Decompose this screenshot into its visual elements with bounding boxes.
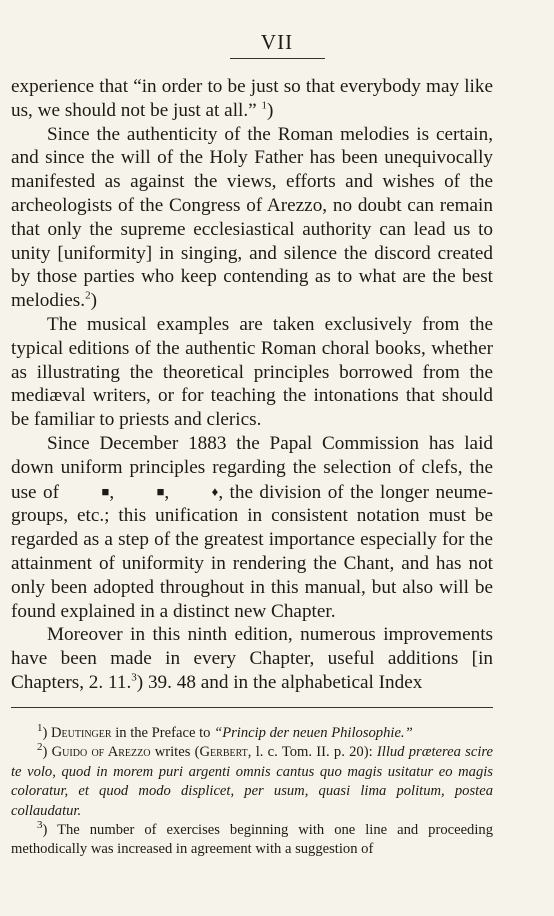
footnotes (11, 707, 493, 860)
footnote-2-text: writes ( (150, 744, 200, 761)
paragraph-4-text: Since December 1883 the Papal Commission has laid down uniform principles regarding the selection of clefs, the use of (11, 432, 493, 503)
footnote-2-citation: , l. c. Tom. II. p. 20): (247, 744, 377, 761)
footnote-ref-1: 1 (261, 99, 267, 112)
paragraph-5 (11, 623, 493, 694)
footnote-ref-3: 3 (131, 671, 137, 684)
footnote-1-title: “Princip der neuen Philosophie.” (214, 725, 413, 741)
paragraph-4-rest: , the division of the longer neume-groups, etc.; this unification in consistent notation must be regarded as a step of the greatest importance especially for the attainment of uniformity in rendering the Chant, and has not only been adopted throughout in this manual, but also will be found explained in a distinct new Chapter. (11, 481, 494, 622)
main-text (11, 75, 493, 695)
virga-note-icon: ■ (101, 483, 110, 499)
paragraph-1 (11, 75, 493, 123)
paragraph-1-close: ) (266, 99, 274, 121)
footnote-2-mark: 2 (37, 741, 43, 754)
footnote-2-author: Guido of Arezzo (51, 744, 151, 761)
paragraph-3: The musical examples are taken exclusively from the typical editions of the authentic Roman choral books, whether as illustrating the theoretical principles borrowed from the mediæval writers, or for teaching the intonations that should be familiar to priests and clerics. (11, 313, 493, 431)
paragraph-4: Since December 1883 the Papal Commission has laid down uniform principles regarding the selection of clefs, the use of ■, ■, ♦, the division of the longer neume-groups, etc.; this unification in consistent notation must be regarded as a step of the greatest importance especially for the attainment of uniformity in rendering the Chant, and has not only been adopted throughout in this manual, but also will be found explained in a distinct new Chapter. (11, 432, 494, 622)
footnote-1-text: in the Preface to (111, 725, 215, 741)
footnote-1-mark: 1 (37, 722, 43, 735)
paragraph-2-close: ) (90, 290, 97, 312)
footnote-2-source: Gerbert (199, 744, 248, 761)
page-number: VII (260, 30, 294, 54)
footnote-1-author: Deutinger (51, 725, 112, 741)
rhombus-note-icon: ♦ (211, 483, 219, 499)
footnote-2-quote: Illud præterea scire te volo, quod in morem puri argenti omnis cantus quo magis usitatur eo magis coloratur, et quod modo displicet, per usum, quasi lima politum, postea collaudatur. (11, 744, 493, 819)
paragraph-2-text: Since the authenticity of the Roman melodies is certain, and since the will of the Holy Father has been unequivocally manifested as against the views, efforts and wishes of the archeologists of the Congress of Arezzo, no doubt can remain that only the supreme ecclesiastical authority can lead us to unity [uniformity] in singing, and silence the discord created by those parties who keep contending as to what are the best melodies. (11, 123, 493, 312)
paragraph-5-rest: ) 39. 48 and in the alphabetical Index (136, 671, 423, 693)
header-rule (230, 58, 325, 59)
paragraph-5-text: Moreover in this ninth edition, numerous improvements have been made in every Chapter, useful additions [in Chapters, 2. 11. (11, 624, 493, 693)
footnote-3-mark: 3 (37, 819, 43, 832)
paragraph-2 (11, 123, 493, 313)
punctum-note-icon: ■ (156, 483, 165, 499)
footnote-3-text: The number of exercises beginning with one line and proceeding methodically was increased in agreement with a suggestion of (11, 822, 493, 858)
footnote-3: $^3$) The number of exercises beginning with one line and proceeding methodically was increased in agreement with a suggestion of (11, 819, 493, 858)
footnote-1: $^1$) Deutinger in the Preface to “Princip der neuen Philosophie.” (37, 722, 413, 741)
paragraph-1-text: experience that “in order to be just so that everybody may like us, we should not be just at all.” (11, 76, 493, 121)
footnote-ref-2: 2 (85, 289, 91, 302)
footnote-2: $^2$) Guido of Arezzo writes (Gerbert, l. c. Tom. II. p. 20): Illud præterea scire te volo, quod in morem puri argenti omnis cantus quo magis usitatur eo magis coloratur, et quod modo displicet, per usum, quasi lima politum, postea collaudatur. (11, 741, 493, 819)
